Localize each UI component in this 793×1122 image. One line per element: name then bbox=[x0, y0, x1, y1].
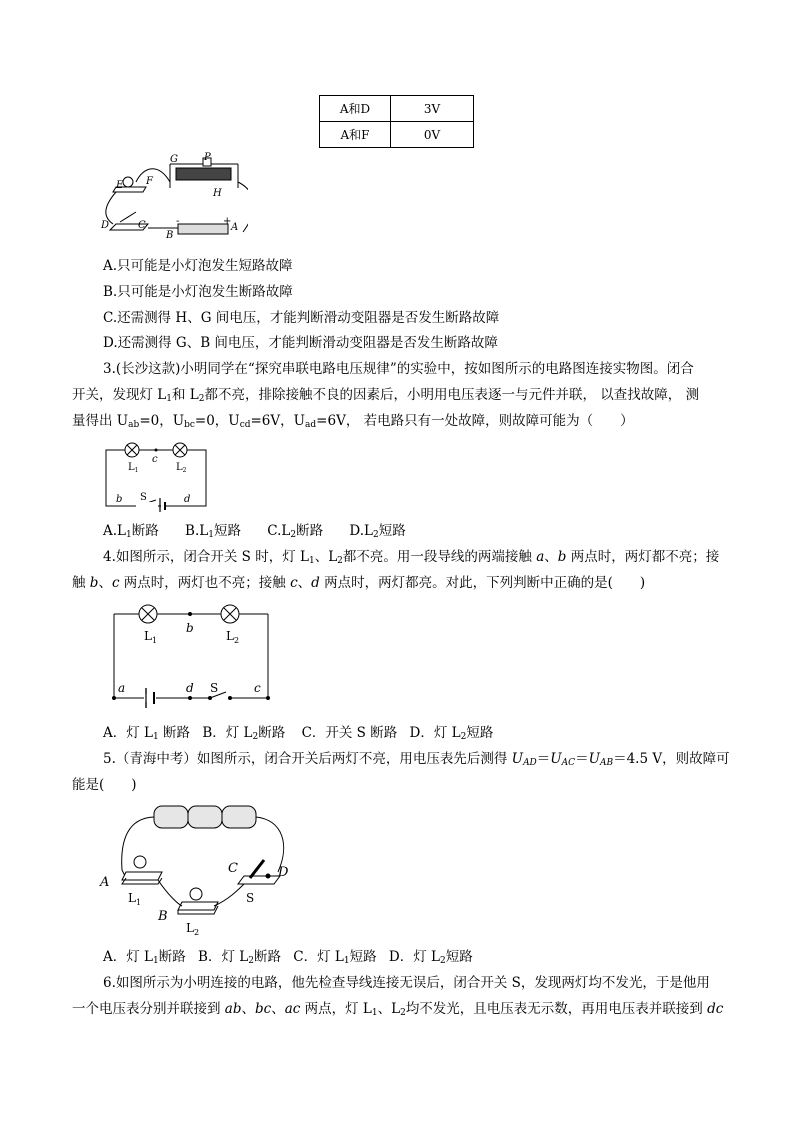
q6-stem-line1: 6.如图所示为小明连接的电路，他先检查导线连接无误后，闭合开关 S，发现两灯均不发光，于是他用 bbox=[103, 975, 710, 991]
label-d: D bbox=[101, 220, 110, 231]
lamp-l2-label: $L_2$ bbox=[226, 629, 240, 645]
table-row bbox=[320, 122, 474, 148]
point-c-label: c bbox=[254, 681, 261, 695]
label-b: B bbox=[166, 230, 174, 241]
q5-stem-line1: 5.（青海中考）如图所示，闭合开关后两灯不亮，用电压表先后测得 $U_{AD}=U_{AC}=U_{AB}=4.5$ V，则故障可 bbox=[103, 751, 730, 768]
q4-stem-line1: 4.如图所示，闭合开关 S 时，灯 $L_1$、$L_2$都不亮。用一段导线的两端接触 a、b 两点时，两灯都不亮；接 bbox=[103, 549, 720, 566]
q4-option-c: C．开关 S 断路 bbox=[301, 725, 398, 741]
rheostat-circuit-figure bbox=[98, 152, 248, 244]
label-plus: + bbox=[223, 216, 232, 227]
q4-option-b: B．灯 $L_2$断路 bbox=[202, 725, 286, 742]
q3-option-c: $C.L_2$断路 bbox=[267, 523, 324, 540]
table-cell: A和D bbox=[320, 96, 391, 122]
q5-option-a: A．灯 $L_1$断路 bbox=[103, 949, 186, 966]
switch-s-label: S bbox=[140, 492, 147, 503]
q3-option-b: $B.L_1$短路 bbox=[185, 523, 241, 540]
q4-circuit-diagram bbox=[100, 600, 280, 708]
point-c-label: c bbox=[152, 454, 158, 465]
lamp-l2-label: $L_2$ bbox=[186, 921, 200, 937]
q2-option-b: B.只可能是小灯泡发生断路故障 bbox=[103, 284, 293, 300]
table-row bbox=[320, 96, 474, 122]
q2-option-d: D.还需测得 G、B 间电压，才能判断滑动变阻器是否发生断路故障 bbox=[103, 335, 498, 351]
lamp-l1-label: $L_1$ bbox=[128, 462, 139, 474]
lamp-l2-label: $L_2$ bbox=[176, 462, 187, 474]
q6-stem-line2: 一个电压表分别并联接到 ab、bc、ac 两点，灯 $L_1$、$L_2$均不发光，且电压表无示数，再用电压表并联接到 dc bbox=[72, 1001, 724, 1018]
q4-stem-line2: 触 b、c 两点时，两灯也不亮；接触 c、d 两点时，两灯都亮。对此，下列判断中正确的是( ) bbox=[72, 575, 646, 591]
q3-stem-line3: 量得出 $U_{ab}=0$，$U_{bc}=0$，$U_{cd}=6V$，$U_{ad}=6V$， 若电路只有一处故障，则故障可能为（ ） bbox=[72, 413, 634, 430]
q5-circuit-figure bbox=[98, 800, 298, 938]
q5-stem-line2: 能是( ) bbox=[72, 777, 137, 793]
q5-option-b: B．灯 $L_2$断路 bbox=[198, 949, 281, 966]
q3-option-a: $A.L_1$断路 bbox=[103, 523, 159, 540]
label-h: H bbox=[213, 188, 222, 199]
point-b-label: B bbox=[158, 909, 168, 924]
table-cell: A和F bbox=[320, 122, 391, 148]
point-b-label: b bbox=[186, 621, 194, 635]
q4-option-a: A．灯 $L_1$ 断路 bbox=[103, 725, 191, 742]
switch-s-label: S bbox=[246, 891, 255, 905]
q4-option-d: D．灯 $L_2$短路 bbox=[409, 725, 494, 742]
point-a-label: A bbox=[100, 875, 110, 890]
table-cell: 3V bbox=[391, 96, 474, 122]
q3-stem-line2: 开关，发现灯 $L_1$和 $L_2$都不亮，排除接触不良的因素后，小明用电压表逐一与元件并联， 以查找故障， 测 bbox=[72, 387, 700, 404]
q3-option-d: $D.L_2$短路 bbox=[349, 523, 406, 540]
point-b-label: b bbox=[116, 494, 123, 505]
q4-options bbox=[103, 722, 493, 744]
voltage-table bbox=[319, 95, 474, 148]
point-d-label: d bbox=[186, 681, 194, 695]
label-p: P bbox=[204, 152, 211, 163]
switch-s-label: S bbox=[210, 681, 219, 695]
point-d-label: d bbox=[184, 494, 191, 505]
point-c-label: C bbox=[228, 861, 238, 876]
lamp-l1-label: $L_1$ bbox=[144, 629, 158, 645]
point-a-label: a bbox=[118, 681, 126, 695]
q5-options bbox=[103, 946, 473, 968]
label-minus: - bbox=[176, 216, 180, 227]
label-e: E bbox=[116, 180, 124, 191]
q5-option-d: D．灯 $L_2$短路 bbox=[388, 949, 473, 966]
label-a: A bbox=[231, 222, 239, 233]
label-g: G bbox=[170, 154, 178, 165]
lamp-l1-label: $L_1$ bbox=[128, 891, 142, 907]
q3-circuit-diagram bbox=[100, 442, 212, 512]
point-d-label: D bbox=[278, 865, 289, 880]
q3-stem-line1: 3.(长沙这款)小明同学在“探究串联电路电压规律”的实验中，按如图所示的电路图连接实物图。闭合 bbox=[103, 361, 694, 377]
q2-option-a: A.只可能是小灯泡发生短路故障 bbox=[103, 258, 293, 274]
table-cell: 0V bbox=[391, 122, 474, 148]
q3-options bbox=[103, 520, 406, 542]
q5-option-c: C．灯 $L_1$短路 bbox=[293, 949, 377, 966]
q2-option-c: C.还需测得 H、G 间电压，才能判断滑动变阻器是否发生断路故障 bbox=[103, 310, 500, 326]
label-c: C bbox=[138, 220, 146, 231]
label-f: F bbox=[146, 176, 153, 187]
